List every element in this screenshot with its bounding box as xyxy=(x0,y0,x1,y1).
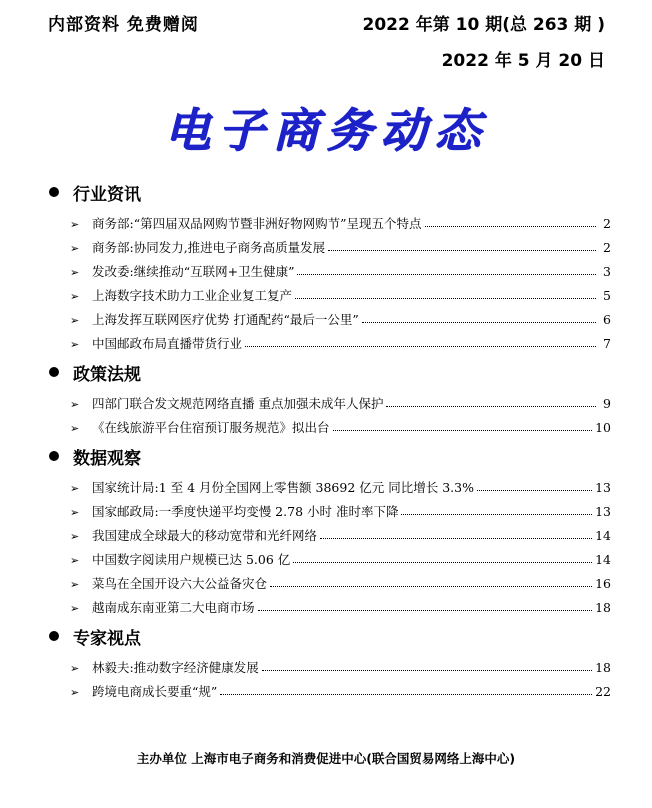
toc-entry[interactable] xyxy=(46,230,611,254)
entry-page: 13 xyxy=(595,503,611,519)
entry-title: 中国数字阅读用户规模已达 5.06 亿 xyxy=(92,551,291,567)
section-heading xyxy=(46,442,611,470)
entry-title: 菜鸟在全国开设六大公益备灾仓 xyxy=(92,575,268,591)
entry-title: 国家邮政局:一季度快递平均变慢 2.78 小时 准时率下降 xyxy=(92,503,399,519)
issue-date: 2022 年 5 月 20 日 xyxy=(441,51,605,71)
dot-leader xyxy=(293,562,592,563)
arrow-right-icon: ➢ xyxy=(70,530,80,543)
toc-entry[interactable] xyxy=(46,410,611,434)
arrow-right-icon: ➢ xyxy=(70,338,80,351)
dot-leader xyxy=(295,298,596,299)
entry-title: 商务部:协同发力,推进电子商务高质量发展 xyxy=(92,239,326,255)
dot-leader xyxy=(425,226,597,227)
entry-page: 2 xyxy=(603,215,611,231)
toc-entry[interactable] xyxy=(46,566,611,590)
arrow-right-icon: ➢ xyxy=(70,290,80,303)
entry-page: 9 xyxy=(603,395,611,411)
toc-entry[interactable] xyxy=(46,302,611,326)
dot-leader xyxy=(386,406,596,407)
arrow-right-icon: ➢ xyxy=(70,218,80,231)
toc-entry[interactable] xyxy=(46,326,611,350)
toc-entry[interactable] xyxy=(46,518,611,542)
entry-page: 13 xyxy=(595,479,611,495)
section-heading xyxy=(46,178,611,206)
toc-entry[interactable] xyxy=(46,254,611,278)
arrow-right-icon: ➢ xyxy=(70,398,80,411)
entry-title: 跨境电商成长要重“规” xyxy=(92,683,218,699)
publisher-footer: 主办单位 上海市电子商务和消费促进中心(联合国贸易网络上海中心) xyxy=(136,751,516,766)
toc-entry[interactable] xyxy=(46,278,611,302)
entry-title: 林毅夫:推动数字经济健康发展 xyxy=(92,659,259,675)
bullet-icon xyxy=(49,631,59,641)
arrow-right-icon: ➢ xyxy=(70,482,80,495)
section-heading xyxy=(46,622,611,650)
entry-page: 18 xyxy=(595,659,611,675)
entry-page: 16 xyxy=(595,575,611,591)
entry-title: 国家统计局:1 至 4 月份全国网上零售额 38692 亿元 同比增长 3.3% xyxy=(92,479,474,495)
entry-title: 商务部:“第四届双品网购节暨非洲好物网购节”呈现五个特点 xyxy=(92,215,422,231)
toc-section xyxy=(46,442,611,614)
arrow-right-icon: ➢ xyxy=(70,578,80,591)
toc-entry[interactable] xyxy=(46,650,611,674)
arrow-right-icon: ➢ xyxy=(70,662,80,675)
toc-entry[interactable] xyxy=(46,386,611,410)
entry-title: 越南成东南亚第二大电商市场 xyxy=(92,599,255,615)
section-title: 行业资讯 xyxy=(73,184,141,205)
entry-page: 7 xyxy=(603,335,611,351)
distribution-note: 内部资料 免费赠阅 xyxy=(48,15,199,35)
issue-number: 2022 年第 10 期(总 263 期 ) xyxy=(362,15,605,35)
bullet-icon xyxy=(49,187,59,197)
dot-leader xyxy=(320,538,592,539)
arrow-right-icon: ➢ xyxy=(70,506,80,519)
toc-entry[interactable] xyxy=(46,206,611,230)
section-title: 数据观察 xyxy=(73,448,141,469)
entry-page: 3 xyxy=(603,263,611,279)
dot-leader xyxy=(262,670,592,671)
toc-entry[interactable] xyxy=(46,470,611,494)
bullet-icon xyxy=(49,367,59,377)
dot-leader xyxy=(245,346,596,347)
entry-page: 2 xyxy=(603,239,611,255)
toc-section xyxy=(46,178,611,350)
section-heading xyxy=(46,358,611,386)
entry-page: 22 xyxy=(595,683,611,699)
arrow-right-icon: ➢ xyxy=(70,314,80,327)
publication-title: 电子商务动态 xyxy=(164,103,488,157)
dot-leader xyxy=(333,430,593,431)
entry-page: 5 xyxy=(603,287,611,303)
dot-leader xyxy=(401,514,592,515)
arrow-right-icon: ➢ xyxy=(70,554,80,567)
entry-page: 18 xyxy=(595,599,611,615)
entry-page: 10 xyxy=(595,419,611,435)
entry-title: 上海数字技术助力工业企业复工复产 xyxy=(92,287,293,303)
arrow-right-icon: ➢ xyxy=(70,266,80,279)
toc-entry[interactable] xyxy=(46,590,611,614)
dot-leader xyxy=(328,250,596,251)
toc-entry[interactable] xyxy=(46,542,611,566)
toc-entry[interactable] xyxy=(46,494,611,518)
dot-leader xyxy=(477,490,592,491)
entry-page: 14 xyxy=(595,551,611,567)
arrow-right-icon: ➢ xyxy=(70,686,80,699)
section-title: 专家视点 xyxy=(73,628,141,649)
entry-page: 6 xyxy=(603,311,611,327)
toc-section xyxy=(46,358,611,434)
bullet-icon xyxy=(49,451,59,461)
arrow-right-icon: ➢ xyxy=(70,602,80,615)
section-title: 政策法规 xyxy=(73,364,141,385)
toc-entry[interactable] xyxy=(46,674,611,698)
table-of-contents xyxy=(46,178,611,706)
entry-title: 中国邮政布局直播带货行业 xyxy=(92,335,243,351)
entry-title: 上海发挥互联网医疗优势 打通配药“最后一公里” xyxy=(92,311,359,327)
toc-section xyxy=(46,622,611,698)
entry-page: 14 xyxy=(595,527,611,543)
dot-leader xyxy=(258,610,593,611)
entry-title: 四部门联合发文规范网络直播 重点加强未成年人保护 xyxy=(92,395,384,411)
dot-leader xyxy=(220,694,592,695)
arrow-right-icon: ➢ xyxy=(70,242,80,255)
entry-title: 《在线旅游平台住宿预订服务规范》拟出台 xyxy=(92,419,330,435)
dot-leader xyxy=(362,322,596,323)
dot-leader xyxy=(297,274,596,275)
entry-title: 我国建成全球最大的移动宽带和光纤网络 xyxy=(92,527,318,543)
dot-leader xyxy=(270,586,592,587)
arrow-right-icon: ➢ xyxy=(70,422,80,435)
entry-title: 发改委:继续推动“互联网+卫生健康” xyxy=(92,263,295,279)
